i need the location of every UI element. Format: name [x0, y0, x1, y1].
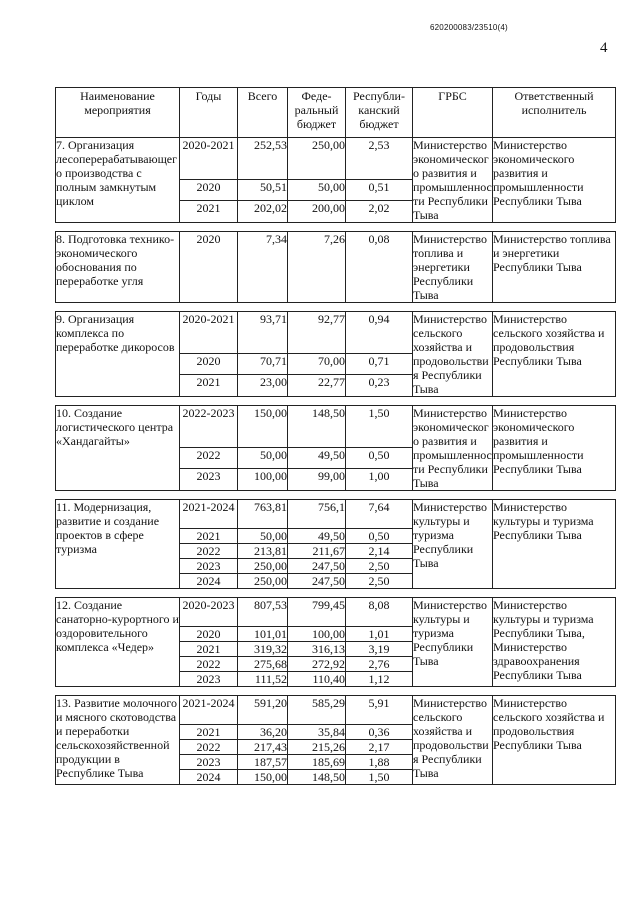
header-republic: Республи-канский бюджет	[346, 88, 413, 138]
republic-cell: 1,12	[346, 672, 413, 687]
table-row	[56, 232, 616, 303]
year-cell: 2020	[180, 179, 238, 201]
executor-cell: Министерство экономического развития и промышленности Республики Тыва	[493, 138, 616, 223]
republic-cell: 5,91	[346, 696, 413, 725]
total-cell: 250,00	[238, 559, 288, 574]
total-cell: 70,71	[238, 353, 288, 375]
federal-cell: 185,69	[288, 755, 346, 770]
federal-cell: 92,77	[288, 312, 346, 354]
grbs-cell: Министерство экономического развития и промышленности Республики Тыва	[413, 138, 492, 222]
federal-cell: 211,67	[288, 544, 346, 559]
program-table	[55, 87, 616, 785]
republic-cell: 0,51	[346, 179, 413, 201]
federal-cell: 247,50	[288, 574, 346, 589]
total-cell: 763,81	[238, 500, 288, 529]
republic-cell: 0,23	[346, 375, 413, 397]
year-cell: 2020-2021	[180, 312, 238, 354]
federal-cell: 35,84	[288, 725, 346, 740]
year-cell: 2022	[180, 447, 238, 469]
section-separator	[56, 589, 616, 598]
year-cell: 2020-2021	[180, 138, 238, 180]
year-cell: 2024	[180, 770, 238, 785]
section-name: 10. Создание логистического центра «Хандагайты»	[56, 406, 180, 491]
federal-cell: 247,50	[288, 559, 346, 574]
republic-cell: 1,88	[346, 755, 413, 770]
federal-cell: 70,00	[288, 353, 346, 375]
federal-cell: 272,92	[288, 657, 346, 672]
republic-cell: 7,64	[346, 500, 413, 529]
header-years: Годы	[180, 88, 238, 138]
year-cell: 2022	[180, 544, 238, 559]
section-separator	[56, 223, 616, 232]
table-row	[56, 312, 616, 354]
republic-cell: 8,08	[346, 598, 413, 627]
year-cell: 2021	[180, 642, 238, 657]
total-cell: 187,57	[238, 755, 288, 770]
federal-cell: 585,29	[288, 696, 346, 725]
total-cell: 150,00	[238, 770, 288, 785]
republic-cell: 2,17	[346, 740, 413, 755]
grbs-cell: Министерство топлива и энергетики Республики Тыва	[413, 232, 493, 303]
republic-cell: 1,00	[346, 469, 413, 491]
total-cell: 275,68	[238, 657, 288, 672]
federal-cell: 215,26	[288, 740, 346, 755]
table-row	[56, 696, 616, 725]
section-name: 7. Организация лесоперерабатывающего производства с полным замкнутым циклом	[56, 138, 180, 223]
federal-cell: 756,1	[288, 500, 346, 529]
republic-cell: 3,19	[346, 642, 413, 657]
total-cell: 217,43	[238, 740, 288, 755]
executor-cell: Министерство топлива и энергетики Республики Тыва	[493, 232, 616, 303]
total-cell: 202,02	[238, 201, 288, 223]
federal-cell: 50,00	[288, 179, 346, 201]
republic-cell: 2,76	[346, 657, 413, 672]
year-cell: 2022	[180, 740, 238, 755]
separator-cell	[56, 303, 616, 312]
section-separator	[56, 491, 616, 500]
table-row	[56, 406, 616, 448]
year-cell: 2021-2024	[180, 500, 238, 529]
federal-cell: 200,00	[288, 201, 346, 223]
total-cell: 213,81	[238, 544, 288, 559]
year-cell: 2022-2023	[180, 406, 238, 448]
header-federal: Феде-ральный бюджет	[288, 88, 346, 138]
republic-cell: 2,14	[346, 544, 413, 559]
total-cell: 250,00	[238, 574, 288, 589]
executor-cell: Министерство культуры и туризма Республики Тыва	[493, 500, 616, 589]
table-row	[56, 138, 616, 180]
total-cell: 23,00	[238, 375, 288, 397]
federal-cell: 250,00	[288, 138, 346, 180]
grbs-cell: Министерство культуры и туризма Республики Тыва	[413, 500, 493, 589]
total-cell: 93,71	[238, 312, 288, 354]
year-cell: 2023	[180, 559, 238, 574]
total-cell: 50,51	[238, 179, 288, 201]
executor-cell: Министерство сельского хозяйства и продовольствия Республики Тыва	[493, 312, 616, 397]
federal-cell: 49,50	[288, 447, 346, 469]
header-executor: Ответственный исполнитель	[493, 88, 616, 138]
total-cell: 319,32	[238, 642, 288, 657]
republic-cell: 2,50	[346, 559, 413, 574]
total-cell: 591,20	[238, 696, 288, 725]
table-row	[56, 500, 616, 529]
republic-cell: 2,02	[346, 201, 413, 223]
total-cell: 111,52	[238, 672, 288, 687]
page-number: 4	[600, 40, 608, 56]
federal-cell: 49,50	[288, 529, 346, 544]
section-separator	[56, 687, 616, 696]
header-name: Наименование мероприятия	[56, 88, 180, 138]
year-cell: 2024	[180, 574, 238, 589]
republic-cell: 1,01	[346, 627, 413, 642]
federal-cell: 148,50	[288, 406, 346, 448]
total-cell: 100,00	[238, 469, 288, 491]
year-cell: 2023	[180, 469, 238, 491]
year-cell: 2021	[180, 725, 238, 740]
federal-cell: 7,26	[288, 232, 346, 303]
section-name: 12. Создание санаторно-курортного и оздоровительного комплекса «Чедер»	[56, 598, 180, 687]
total-cell: 252,53	[238, 138, 288, 180]
total-cell: 150,00	[238, 406, 288, 448]
total-cell: 7,34	[238, 232, 288, 303]
year-cell: 2021-2024	[180, 696, 238, 725]
executor-cell: Министерство сельского хозяйства и продовольствия Республики Тыва	[493, 696, 616, 785]
separator-cell	[56, 223, 616, 232]
republic-cell: 1,50	[346, 406, 413, 448]
table-header-row	[56, 88, 616, 138]
federal-cell: 110,40	[288, 672, 346, 687]
total-cell: 36,20	[238, 725, 288, 740]
section-name: 11. Модернизация, развитие и создание проектов в сфере туризма	[56, 500, 180, 589]
federal-cell: 99,00	[288, 469, 346, 491]
executor-cell: Министерство культуры и туризма Республики Тыва, Министерство здравоохранения Республики Тыва	[493, 598, 616, 687]
grbs-cell: Министерство культуры и туризма Республики Тыва	[413, 598, 493, 687]
separator-cell	[56, 589, 616, 598]
separator-cell	[56, 687, 616, 696]
total-cell: 50,00	[238, 447, 288, 469]
section-name: 13. Развитие молочного и мясного скотоводства и переработки сельскохозяйственной продукции в Республике Тыва	[56, 696, 180, 785]
grbs-cell: Министерство экономического развития и промышленности Республики Тыва	[413, 406, 492, 490]
executor-cell: Министерство экономического развития и промышленности Республики Тыва	[493, 406, 616, 491]
federal-cell: 316,13	[288, 642, 346, 657]
section-separator	[56, 397, 616, 406]
year-cell: 2022	[180, 657, 238, 672]
separator-cell	[56, 491, 616, 500]
table-body	[56, 138, 616, 785]
header-total: Всего	[238, 88, 288, 138]
grbs-cell: Министерство сельского хозяйства и продовольствия Республики Тыва	[413, 312, 493, 397]
table-row	[56, 598, 616, 627]
federal-cell: 799,45	[288, 598, 346, 627]
republic-cell: 1,50	[346, 770, 413, 785]
section-separator	[56, 303, 616, 312]
year-cell: 2023	[180, 672, 238, 687]
republic-cell: 0,36	[346, 725, 413, 740]
republic-cell: 0,50	[346, 529, 413, 544]
republic-cell: 0,71	[346, 353, 413, 375]
republic-cell: 0,08	[346, 232, 413, 303]
year-cell: 2021	[180, 375, 238, 397]
separator-cell	[56, 397, 616, 406]
year-cell: 2023	[180, 755, 238, 770]
total-cell: 807,53	[238, 598, 288, 627]
year-cell: 2020-2023	[180, 598, 238, 627]
header-grbs: ГРБС	[413, 88, 493, 138]
document-number: 620200083/23510(4)	[430, 23, 508, 32]
federal-cell: 148,50	[288, 770, 346, 785]
republic-cell: 0,94	[346, 312, 413, 354]
section-name: 8. Подготовка технико-экономического обоснования по переработке угля	[56, 232, 180, 303]
grbs-cell: Министерство сельского хозяйства и продовольствия Республики Тыва	[413, 696, 493, 785]
republic-cell: 2,50	[346, 574, 413, 589]
year-cell: 2021	[180, 529, 238, 544]
republic-cell: 0,50	[346, 447, 413, 469]
total-cell: 50,00	[238, 529, 288, 544]
year-cell: 2020	[180, 232, 238, 303]
year-cell: 2020	[180, 627, 238, 642]
federal-cell: 100,00	[288, 627, 346, 642]
federal-cell: 22,77	[288, 375, 346, 397]
section-name: 9. Организация комплекса по переработке дикоросов	[56, 312, 180, 397]
republic-cell: 2,53	[346, 138, 413, 180]
year-cell: 2021	[180, 201, 238, 223]
total-cell: 101,01	[238, 627, 288, 642]
year-cell: 2020	[180, 353, 238, 375]
